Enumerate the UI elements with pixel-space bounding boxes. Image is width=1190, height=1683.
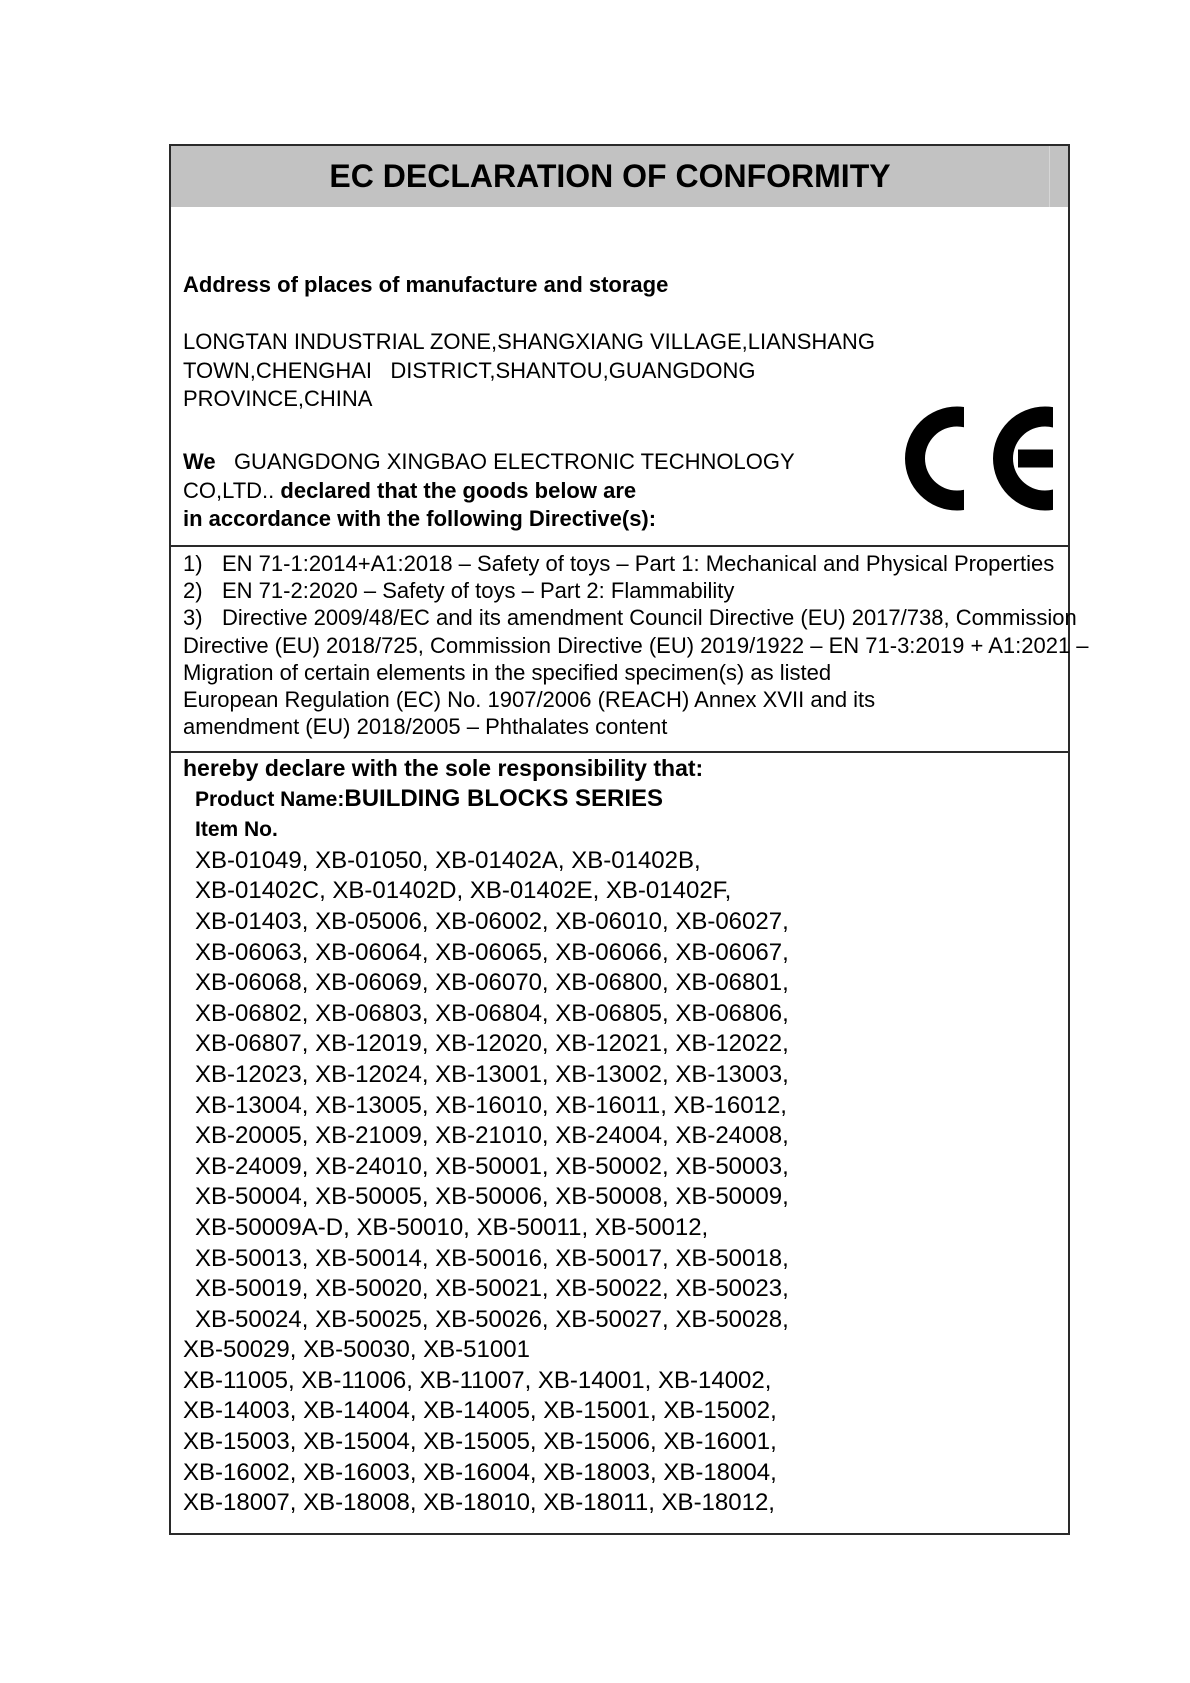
item-line (183, 1060, 1056, 1091)
item-line (183, 1121, 1056, 1152)
item-line-text: XB-06063, XB-06064, XB-06065, XB-06066, XB-06067, (195, 938, 789, 966)
item-line (183, 907, 1056, 938)
header-cell-divider (1049, 146, 1050, 207)
item-line-text: XB-06807, XB-12019, XB-12020, XB-12021, XB-12022, (195, 1030, 789, 1058)
item-line-text: XB-18007, XB-18008, XB-18010, XB-18011, XB-18012, (183, 1489, 775, 1517)
item-line-text: XB-50013, XB-50014, XB-50016, XB-50017, XB-50018, (195, 1244, 789, 1272)
product-name-value: BUILDING BLOCKS SERIES (344, 784, 664, 812)
directive-line (183, 577, 1056, 604)
item-number-list (183, 846, 1056, 1519)
page-title: EC DECLARATION OF CONFORMITY (329, 158, 891, 194)
item-line-text: XB-01402C, XB-01402D, XB-01402E, XB-01402F, (195, 877, 732, 905)
item-line (183, 1244, 1056, 1275)
item-line-text: XB-14003, XB-14004, XB-14005, XB-15001, XB-15002, (183, 1397, 777, 1425)
directive-line (183, 686, 1056, 713)
item-line-text: XB-01403, XB-05006, XB-06002, XB-06010, XB-06027, (195, 907, 789, 935)
address-lines (183, 328, 1056, 414)
item-line (183, 999, 1056, 1030)
item-line (183, 1182, 1056, 1213)
item-no-label: Item No. (195, 818, 278, 842)
hereby-statement: hereby declare with the sole responsibility that: (183, 755, 704, 781)
item-line (183, 1458, 1056, 1489)
item-line (183, 938, 1056, 969)
item-line-text: XB-50009A-D, XB-50010, XB-50011, XB-50012, (195, 1213, 709, 1241)
directive-number: 2) (183, 578, 203, 604)
directive-line-text: Directive (EU) 2018/725, Commission Directive (EU) 2019/1922 – EN 71-3:2019 + A1:2021 – (183, 632, 1089, 658)
header-title-cell (171, 146, 1049, 207)
item-line (183, 1305, 1056, 1336)
item-line-text: XB-50004, XB-50005, XB-50006, XB-50008, XB-50009, (195, 1183, 789, 1211)
declared-statement: declared that the goods below are (280, 477, 637, 503)
item-line-text: XB-13004, XB-13005, XB-16010, XB-16011, XB-16012, (195, 1091, 787, 1119)
item-line (183, 1427, 1056, 1458)
accordance-statement: in accordance with the following Directive(s): (183, 506, 657, 531)
item-line-text: XB-16002, XB-16003, XB-16004, XB-18003, XB-18004, (183, 1458, 777, 1486)
directive-line (183, 550, 1056, 577)
address-line: LONGTAN INDUSTRIAL ZONE,SHANGXIANG VILLAGE,LIANSHANG (183, 329, 875, 354)
item-line (183, 968, 1056, 999)
directives-section (171, 547, 1089, 753)
item-line (183, 1366, 1056, 1397)
directive-line-text: EN 71-1:2014+A1:2018 – Safety of toys – Part 1: Mechanical and Physical Properties (222, 551, 1055, 576)
item-line-text: XB-06802, XB-06803, XB-06804, XB-06805, XB-06806, (195, 999, 789, 1027)
declaration-document (169, 144, 1089, 1535)
address-line: TOWN,CHENGHAI DISTRICT,SHANTOU,GUANGDONG (183, 357, 756, 383)
item-line (183, 1274, 1056, 1305)
item-line-text: XB-11005, XB-11006, XB-11007, XB-14001, XB-14002, (183, 1366, 772, 1394)
ce-mark-icon (905, 405, 1055, 512)
address-line: PROVINCE,CHINA (183, 386, 373, 411)
item-line (183, 876, 1056, 907)
item-line-text: XB-50024, XB-50025, XB-50026, XB-50027, XB-50028, (195, 1305, 789, 1333)
item-line-text: XB-06068, XB-06069, XB-06070, XB-06800, XB-06801, (195, 969, 789, 997)
directive-line (183, 604, 1077, 631)
item-line-text: XB-20005, XB-21009, XB-21010, XB-24004, XB-24008, (195, 1122, 789, 1150)
directive-line-text: amendment (EU) 2018/2005 – Phthalates content (183, 714, 668, 740)
item-line (183, 1213, 1056, 1244)
directive-line-text: European Regulation (EC) No. 1907/2006 (REACH) Annex XVII and its (183, 687, 876, 713)
item-line-text: XB-24009, XB-24010, XB-50001, XB-50002, XB-50003, (195, 1152, 789, 1180)
item-line (183, 1091, 1056, 1122)
directive-number: 3) (183, 605, 203, 631)
item-line-text: XB-50029, XB-50030, XB-51001 (183, 1336, 530, 1364)
product-name-line (183, 784, 1056, 816)
item-line-text: XB-12023, XB-12024, XB-13001, XB-13002, XB-13003, (195, 1060, 789, 1088)
item-line (183, 1488, 1056, 1519)
item-line-text: XB-01049, XB-01050, XB-01402A, XB-01402B, (195, 846, 701, 874)
directive-line (183, 632, 1089, 659)
item-line (183, 1029, 1056, 1060)
declaration-section (171, 753, 1068, 1519)
directive-line-text: Migration of certain elements in the specified specimen(s) as listed (183, 659, 832, 685)
directive-line-text: EN 71-2:2020 – Safety of toys – Part 2: Flammability (222, 578, 735, 604)
company-name: GUANGDONG XINGBAO ELECTRONIC TECHNOLOGY (215, 449, 795, 474)
item-line (183, 1152, 1056, 1183)
header-bar (171, 146, 1068, 207)
directive-line-text: Directive 2009/48/EC and its amendment Council Directive (EU) 2017/738, Commission (222, 605, 1077, 631)
product-name-label: Product Name: (195, 787, 345, 811)
directive-line (183, 659, 1056, 686)
we-label: We (183, 449, 216, 474)
directive-number: 1) (183, 551, 203, 576)
directive-line (183, 713, 1056, 740)
item-line-text: XB-50019, XB-50020, XB-50021, XB-50022, XB-50023, (195, 1275, 789, 1303)
company-name-suffix: CO,LTD.. (183, 477, 281, 503)
item-line (183, 1396, 1056, 1427)
item-line (183, 846, 1056, 877)
manufacture-address-heading: Address of places of manufacture and storage (183, 272, 669, 297)
item-line-text: XB-15003, XB-15004, XB-15005, XB-15006, XB-16001, (183, 1428, 777, 1456)
spacer (183, 300, 1056, 329)
item-line (183, 1335, 1056, 1366)
